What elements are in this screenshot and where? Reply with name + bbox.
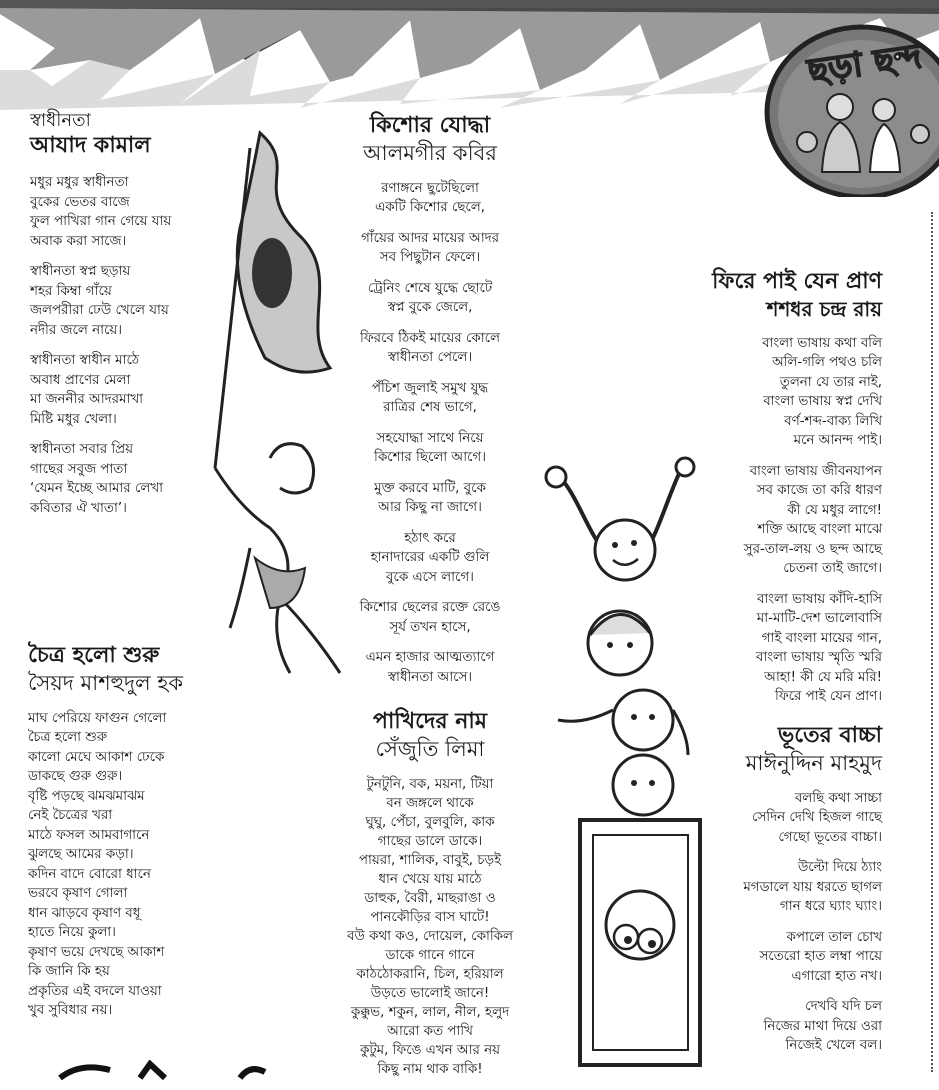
poem-line: বলছি কথা সাচ্চা bbox=[794, 790, 882, 806]
stanza bbox=[330, 179, 530, 218]
poem-line: কালো মেঘে আকাশ ঢেকে bbox=[28, 749, 165, 765]
poem-title: চৈত্র হলো শুরু bbox=[28, 643, 160, 668]
poem-line: ঝুলছে আমের কড়া। bbox=[28, 847, 134, 863]
poem-line: বাংলা ভাষায় কথা বলি bbox=[762, 335, 882, 351]
poem-line: মাঠে ফসল আমবাগানে bbox=[28, 827, 150, 843]
poem-line: কপালে তাল চোখ bbox=[786, 929, 882, 945]
poem-line: স্বাধীনতা পেলে। bbox=[387, 350, 473, 366]
poem-line: রণাঙ্গনে ছুটেছিলো bbox=[381, 180, 479, 196]
poem-title: কিশোর যোদ্ধা bbox=[369, 113, 491, 138]
poem-title: ফিরে পাই যেন প্রাণ bbox=[712, 269, 882, 294]
stanza bbox=[30, 262, 230, 340]
poem-line: বর্ণ-শব্দ-বাক্য লিখি bbox=[784, 413, 882, 429]
poem-bhuter-baccha bbox=[690, 722, 882, 1067]
poem-line: প্রকৃতির এই বদলে যাওয়া bbox=[28, 983, 162, 999]
poem-line: জলপরীরা ঢেউ খেলে যায় bbox=[30, 303, 169, 319]
stanza bbox=[330, 775, 530, 1079]
poem-kishor-joddha bbox=[330, 112, 530, 698]
poem-line: হঠাৎ করে bbox=[404, 530, 456, 546]
poem-line: উড়তে ভালোই জানে! bbox=[370, 985, 490, 1001]
poem-line: অবাধ প্রাণের মেলা bbox=[30, 372, 131, 388]
stanza bbox=[28, 709, 228, 1021]
poem-line: কুটুম, ফিঙে এখন আর নয় bbox=[359, 1042, 501, 1058]
stanza bbox=[30, 173, 230, 251]
stanza bbox=[690, 858, 882, 917]
poem-chaitra bbox=[28, 642, 228, 1032]
poem-line: স্বাধীনতা স্বপ্ন ছড়ায় bbox=[30, 264, 131, 280]
poem-line: চেতনা তাই জাগে। bbox=[783, 561, 882, 576]
poem-line: নিজের মাথা দিয়ে ওরা bbox=[763, 1018, 882, 1034]
poem-line: নিজেই খেলে বল। bbox=[785, 1038, 882, 1054]
poem-author: শশধর চন্দ্র রায় bbox=[766, 296, 882, 321]
poem-line: একটি কিশোর ছেলে, bbox=[374, 200, 486, 216]
poem-line: আর কিছু না জাগে। bbox=[378, 500, 482, 516]
poem-line: টুনটুনি, বক, ময়না, টিয়া bbox=[366, 776, 494, 792]
poem-line: অবাক করা সাজে। bbox=[30, 233, 127, 249]
poem-line: আহা! কী যে মরি মরি! bbox=[764, 669, 882, 685]
poem-author: সেঁজুতি লিমা bbox=[375, 736, 485, 761]
poem-line: নদীর জলে নায়ে। bbox=[30, 322, 123, 338]
poem-line: হানাদারের একটি গুলি bbox=[370, 550, 490, 566]
poem-line: তুলনা যে তার নাই, bbox=[779, 374, 882, 390]
poem-line: গেছো ভূতের বাচ্চা। bbox=[778, 829, 882, 845]
poem-line: দেখবি যদি চল bbox=[805, 999, 882, 1015]
poem-line: মধুর মধুর স্বাধীনতা bbox=[30, 175, 129, 191]
poem-line: স্বাধীনতা সবার প্রিয় bbox=[30, 442, 134, 458]
poem-author: আলমগীর কবির bbox=[363, 140, 497, 165]
poem-line: সতেরো হাত লম্বা পায়ে bbox=[759, 949, 882, 965]
stanza bbox=[330, 329, 530, 368]
poem-line: এগারো হাত নখ। bbox=[791, 968, 882, 984]
poem-line: কাঠঠোকরানি, চিল, হরিয়াল bbox=[356, 966, 504, 982]
cut-off-heading-fragment bbox=[50, 1060, 280, 1080]
poem-line: বাংলা ভাষায় জীবনযাপন bbox=[749, 463, 882, 479]
poem-line: বউ কথা কও, দোয়েল, কোকিল bbox=[346, 928, 514, 944]
poem-kicker: স্বাধীনতা bbox=[30, 110, 91, 131]
poem-line: বুকে এসে লাগে। bbox=[386, 569, 474, 585]
poem-line: কি জানি কি হয় bbox=[28, 964, 110, 980]
poem-line: কবিতার ঐ খাতা’। bbox=[30, 500, 127, 516]
poem-line: হাতে নিয়ে কুলা। bbox=[28, 925, 116, 941]
poem-line: কিশোর ছিলো আগে। bbox=[373, 450, 487, 466]
poem-line: ডাহুক, বৈরী, মাছরাঙা ও bbox=[364, 890, 496, 906]
stacked-children-illustration bbox=[538, 455, 703, 1070]
poem-line: অলি-গলি পথও চলি bbox=[772, 355, 882, 370]
poem-line: বাংলা ভাষায় কাঁদি-হাসি bbox=[756, 591, 882, 607]
poem-author: মাঈনুদ্দিন মাহমুদ bbox=[745, 750, 882, 775]
poem-line: পায়রা, শালিক, বাবুই, চড়ই bbox=[358, 852, 502, 868]
poem-line: ঘুঘু, পেঁচা, বুলবুলি, কাক bbox=[365, 814, 495, 830]
poem-line: নেই চৈত্রের খরা bbox=[28, 808, 113, 824]
poem-line: মিষ্টি মধুর খেলা। bbox=[30, 411, 117, 427]
stanza bbox=[330, 598, 530, 637]
poem-line: কিশোর ছেলের রক্তে রেঙে bbox=[359, 600, 501, 616]
stanza bbox=[330, 529, 530, 588]
poem-line: গাই বাংলা মায়ের গান, bbox=[761, 630, 882, 646]
stanza bbox=[330, 479, 530, 518]
stanza bbox=[690, 334, 882, 451]
poem-line: বাংলা ভাষায় স্বপ্ন দেখি bbox=[763, 394, 882, 409]
poem-line: শহর কিম্বা গাঁয়ে bbox=[30, 283, 112, 299]
stanza bbox=[330, 429, 530, 468]
stanza bbox=[690, 997, 882, 1056]
poem-line: সুর-তাল-লয় ও ছন্দ আছে bbox=[743, 541, 882, 557]
poem-line: কিছু নাম থাক বাকি! bbox=[377, 1061, 483, 1077]
poem-line: মগডালে যায় ধরতে ছাগল bbox=[743, 879, 882, 895]
stanza bbox=[330, 648, 530, 687]
poem-line: গাঁয়ের আদর মায়ের আদর bbox=[360, 230, 500, 246]
stanza bbox=[690, 590, 882, 707]
poem-line: ভরবে কৃষাণ গোলা bbox=[28, 886, 128, 902]
poem-line: মাঘ পেরিয়ে ফাগুন গেলো bbox=[28, 710, 167, 726]
poem-line: গাছের ডালে ডাকে। bbox=[377, 833, 483, 849]
stanza bbox=[690, 789, 882, 848]
poem-line: পানকৌড়ির বাস ঘাটে! bbox=[370, 909, 490, 925]
poem-line: শক্তি আছে বাংলা মাঝে bbox=[757, 522, 882, 537]
stanza bbox=[30, 440, 230, 518]
poem-line: রাত্রির শেষ ভাগে, bbox=[383, 400, 477, 416]
poem-line: স্বপ্ন বুকে জেলে, bbox=[387, 300, 473, 316]
poem-author: সৈয়দ মাশহুদুল হক bbox=[28, 670, 184, 695]
poem-line: সব কাজে তা করি ধারণ bbox=[756, 483, 882, 498]
poem-line: খুব সুবিধার নয়। bbox=[28, 1003, 113, 1019]
stanza bbox=[690, 462, 882, 579]
poem-line: চৈত্র হলো শুরু bbox=[28, 730, 108, 746]
poem-line: ‘যেমন ইচ্ছে আমার লেখা bbox=[30, 481, 164, 497]
poem-swadhinota bbox=[30, 110, 230, 529]
poem-line: বন জঙ্গলে থাকে bbox=[386, 795, 474, 811]
poem-line: কদিন বাদে বোরো ধানে bbox=[28, 866, 151, 882]
stanza bbox=[690, 928, 882, 987]
poem-line: এমন হাজার আত্মত্যাগে bbox=[365, 650, 495, 666]
poem-line: স্বাধীনতা আসে। bbox=[387, 669, 473, 685]
poem-line: কৃষাণ ভয়ে দেখছে আকাশ bbox=[28, 944, 165, 960]
stanza bbox=[330, 379, 530, 418]
poem-line: ট্রেনিং শেষে যুদ্ধে ছোটে bbox=[367, 280, 493, 296]
poem-line: সূর্য তখন হাসে, bbox=[389, 619, 471, 635]
poem-line: ফিরে পাই যেন প্রাণ। bbox=[775, 689, 882, 704]
stanza bbox=[30, 351, 230, 429]
column-divider bbox=[931, 212, 933, 1072]
poem-pakhider-naam bbox=[330, 708, 530, 1090]
poem-line: বৃষ্টি পড়ছে ঝমঝমাঝম bbox=[28, 788, 145, 804]
poem-line: বুকের ভেতর বাজে bbox=[30, 194, 130, 210]
poem-line: গান ধরে ঘ্যাং ঘ্যাং। bbox=[779, 899, 882, 915]
poem-line: মা জননীর আদরমাখা bbox=[30, 392, 144, 408]
poem-line: উল্টো দিয়ে ঠ্যাং bbox=[797, 860, 882, 876]
poem-author: আযাদ কামাল bbox=[30, 132, 151, 158]
poem-line: কী যে মধুর লাগে! bbox=[787, 502, 882, 518]
stanza bbox=[330, 279, 530, 318]
poem-line: ফুল পাখিরা গান গেয়ে যায় bbox=[30, 214, 172, 230]
poem-line: কুক্কুভ, শকুন, লাল, নীল, হলুদ bbox=[350, 1004, 510, 1020]
poem-line: সহযোদ্ধা সাথে নিয়ে bbox=[376, 430, 484, 446]
poem-title: পাখিদের নাম bbox=[373, 709, 487, 734]
poem-line: মা-মাটি-দেশ ভালোবাসি bbox=[756, 611, 882, 626]
poem-line: ফিরবে ঠিকই মায়ের কোলে bbox=[360, 330, 500, 346]
poem-title: ভূতের বাচ্চা bbox=[777, 723, 882, 748]
poem-line: মনে আনন্দ পাই। bbox=[793, 433, 882, 448]
stanza bbox=[330, 229, 530, 268]
poem-line: আরো কত পাখি bbox=[387, 1023, 473, 1039]
poem-line: মুক্ত করবে মাটি, বুকে bbox=[374, 480, 486, 496]
poem-line: গাছের সবুজ পাতা bbox=[30, 461, 128, 477]
poem-line: সব পিছুটান ফেলে। bbox=[379, 250, 481, 266]
poem-line: ধান ঝাড়বে কৃষাণ বধূ bbox=[28, 905, 141, 921]
poem-line: স্বাধীনতা স্বাধীন মাঠে bbox=[30, 353, 140, 369]
poem-line: ডাকছে গুরু গুরু। bbox=[28, 769, 123, 785]
poem-line: পঁচিশ জুলাই সমুখ যুদ্ধ bbox=[371, 380, 489, 396]
badge-title: ছড়া ছন্দ bbox=[805, 36, 925, 92]
poem-line: সেদিন দেখি হিজল গাছে bbox=[752, 810, 882, 826]
poem-phire-pai bbox=[690, 268, 882, 718]
poem-line: ডাকে গানে গানে bbox=[385, 947, 475, 963]
poem-line: বাংলা ভাষায় স্মৃতি স্মরি bbox=[755, 650, 882, 665]
poem-line: ধান খেয়ে যায় মাঠে bbox=[378, 871, 482, 887]
